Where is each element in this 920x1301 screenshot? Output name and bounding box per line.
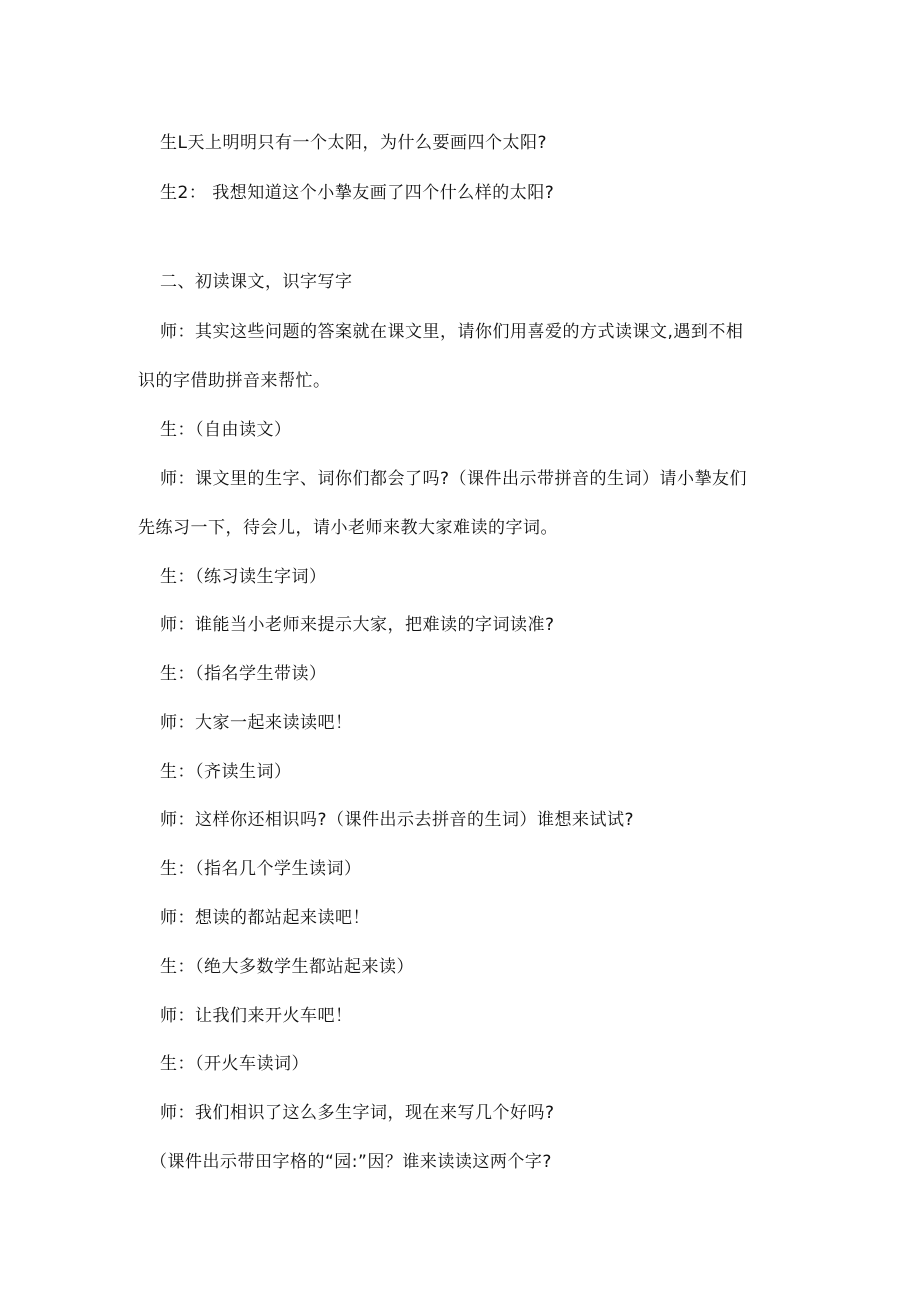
text-line: 识的字借助拼音来帮忙。: [138, 371, 331, 391]
text-line: 师：想读的都站起来读吧！: [160, 908, 370, 928]
text-line: 师：谁能当小老师来提示大家，把难读的字词读准?: [160, 615, 555, 635]
text-line: 生2： 我想知道这个小摯友画了四个什么样的太阳?: [160, 183, 555, 203]
text-line: 生：（指名几个学生读词）: [160, 859, 362, 879]
text-line: 师：其实这些问题的答案就在课文里，请你们用喜爱的方式读课文,遇到不相: [160, 322, 744, 342]
text-line: （课件出示带田字格的“园:”因？谁来读读这两个字?: [150, 1152, 552, 1172]
section-heading: 二、初读课文，识字写字: [160, 272, 353, 292]
text-line: 生：（开火车读词）: [160, 1054, 309, 1074]
text-line: 师：课文里的生字、词你们都会了吗?（课件出示带拼音的生词）请小摯友们: [160, 469, 748, 489]
text-line: 师：这样你还相识吗?（课件出示去拼音的生词）谁想来试试?: [160, 810, 635, 830]
text-line: 师：我们相识了这么多生字词，现在来写几个好吗?: [160, 1103, 555, 1123]
text-line: 生L天上明明只有一个太阳，为什么要画四个太阳?: [160, 133, 547, 153]
text-line: 生：（自由读文）: [160, 420, 292, 440]
text-line: 生：（练习读生字词）: [160, 567, 327, 587]
text-line: 生：（绝大多数学生都站起来读）: [160, 957, 414, 977]
text-line: 先练习一下，待会儿，请小老师来教大家难读的字词。: [138, 518, 558, 538]
text-line: 师：大家一起来读读吧！: [160, 713, 353, 733]
text-line: 生：（指名学生带读）: [160, 664, 327, 684]
text-line: 师：让我们来开火车吧！: [160, 1006, 353, 1026]
text-line: 生：（齐读生词）: [160, 762, 292, 782]
